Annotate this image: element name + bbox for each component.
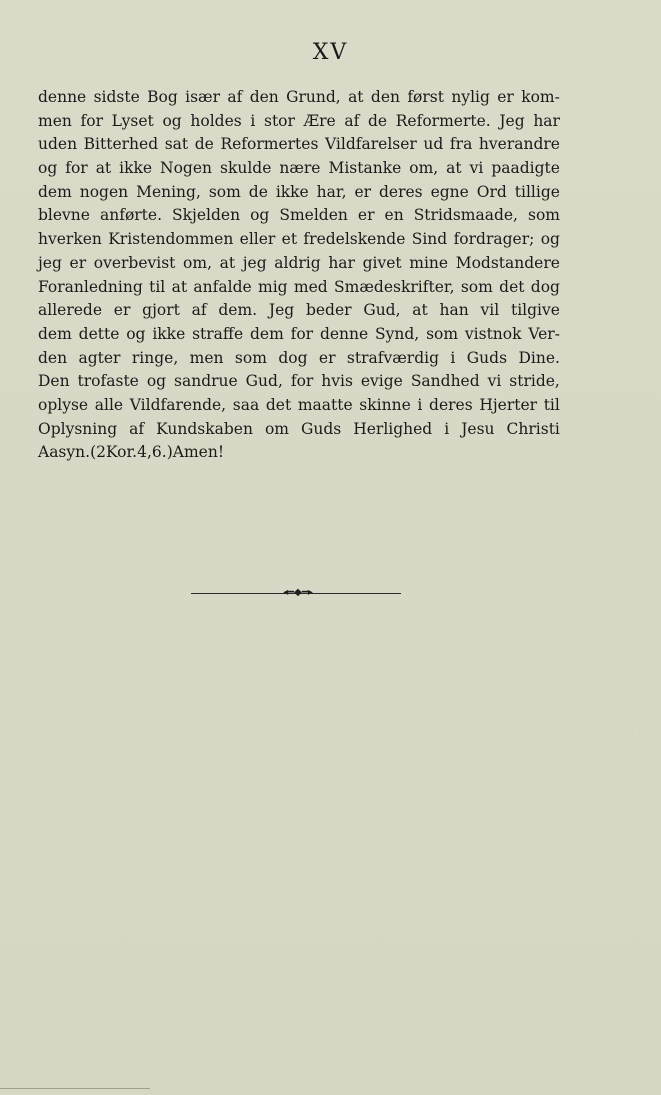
page-number: XV	[312, 40, 349, 65]
ornament-icon: ◂━◆━▸	[283, 587, 313, 598]
text-line: dem nogen Mening, som de ikke har, er deres egne Ord tillige	[38, 182, 560, 201]
text-line: denne sidste Bog især af den Grund, at den først nylig er kom-	[38, 88, 560, 106]
text-line: jeg er overbevist om, at jeg aldrig har givet mine Modstandere	[38, 253, 560, 272]
page-edge-mark	[0, 1088, 150, 1095]
text-line: Oplysning af Kundskaben om Guds Herlighed i Jesu Christi	[38, 419, 560, 438]
text-line: allerede er gjort af dem. Jeg beder Gud, at han vil tilgive	[38, 301, 560, 320]
body-text	[38, 86, 560, 465]
text-line: dem dette og ikke straffe dem for denne Synd, som vistnok Ver-	[38, 324, 560, 343]
text-line: uden Bitterhed sat de Reformertes Vildfarelser ud fra hverandre	[38, 135, 560, 154]
text-line: Den trofaste og sandrue Gud, for hvis evige Sandhed vi stride,	[38, 372, 560, 391]
text-line: Foranledning til at anfalde mig med Smædeskrifter, som det dog	[38, 277, 560, 296]
text-line: og for at ikke Nogen skulde nære Mistanke om, at vi paadigte	[38, 159, 560, 178]
text-line: blevne anførte. Skjelden og Smelden er en Stridsmaade, som	[38, 206, 560, 225]
text-line: Aasyn. (2 Kor. 4, 6.) Amen!	[38, 443, 225, 462]
text-line: hverken Kristendommen eller et fredelskende Sind fordrager; og	[38, 230, 560, 249]
text-line: oplyse alle Vildfarende, saa det maatte skinne i deres Hjerter til	[38, 395, 560, 414]
text-line: den agter ringe, men som dog er strafværdig i Guds Dine.	[38, 348, 560, 367]
text-line: men for Lyset og holdes i stor Ære af de Reformerte. Jeg har	[38, 111, 560, 130]
